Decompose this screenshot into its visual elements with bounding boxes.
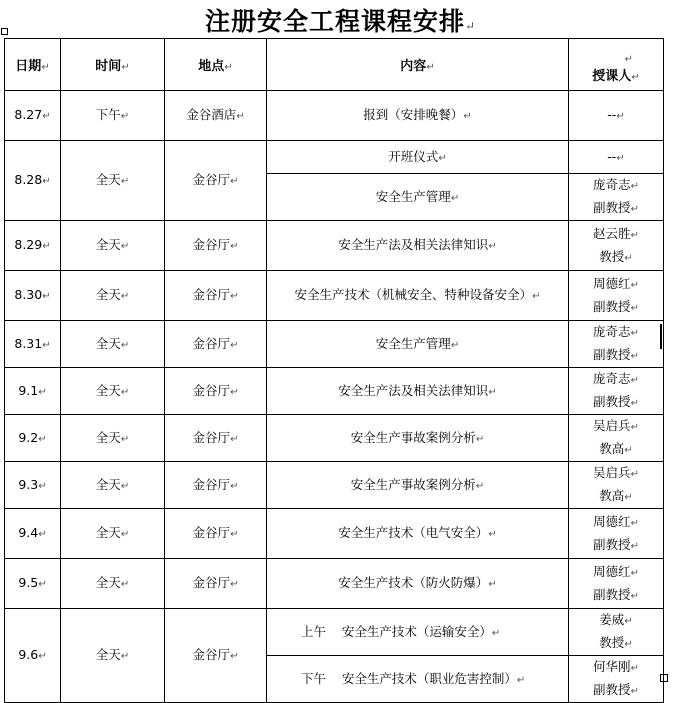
header-instructor: ↵ 授课人↵ bbox=[569, 39, 664, 91]
place-cell: 金谷厅↵ bbox=[165, 221, 267, 271]
place-cell: 金谷厅↵ bbox=[165, 271, 267, 321]
time-cell: 全天↵ bbox=[61, 609, 165, 703]
date-cell: 8.28↵ bbox=[5, 141, 61, 221]
instructor-line: 教高↵ bbox=[599, 488, 633, 503]
instructor-line: 教授↵ bbox=[599, 635, 633, 650]
header-content: 内容↵ bbox=[267, 39, 569, 91]
instructor-line: 副教授↵ bbox=[593, 347, 639, 362]
instructor-cell bbox=[569, 415, 664, 462]
instructor-line: 副教授↵ bbox=[593, 682, 639, 697]
header-row bbox=[5, 39, 664, 91]
content-cell: 安全生产管理↵ bbox=[267, 174, 569, 221]
table-row bbox=[5, 271, 664, 321]
header-date: 日期↵ bbox=[5, 39, 61, 91]
schedule-table bbox=[4, 38, 664, 703]
place-cell: 金谷厅↵ bbox=[165, 368, 267, 415]
place-cell: 金谷酒店↵ bbox=[165, 91, 267, 141]
date-cell: 9.1↵ bbox=[5, 368, 61, 415]
time-cell: 全天↵ bbox=[61, 321, 165, 368]
place-cell: 金谷厅↵ bbox=[165, 415, 267, 462]
table-row bbox=[5, 141, 664, 174]
instructor-cell bbox=[569, 559, 664, 609]
time-cell: 全天↵ bbox=[61, 141, 165, 221]
instructor-cell bbox=[569, 221, 664, 271]
header-place: 地点↵ bbox=[165, 39, 267, 91]
table-move-handle[interactable] bbox=[1, 28, 8, 35]
instructor-line: --↵ bbox=[607, 148, 625, 164]
date-cell: 8.31↵ bbox=[5, 321, 61, 368]
time-cell: 全天↵ bbox=[61, 509, 165, 559]
date-cell: 9.6↵ bbox=[5, 609, 61, 703]
table-row bbox=[5, 321, 664, 368]
date-cell: 9.2↵ bbox=[5, 415, 61, 462]
instructor-cell bbox=[569, 141, 664, 174]
instructor-line: 教高↵ bbox=[599, 441, 633, 456]
table-resize-handle[interactable] bbox=[660, 674, 668, 682]
table-row bbox=[5, 509, 664, 559]
table-row bbox=[5, 368, 664, 415]
content-cell: 安全生产事故案例分析↵ bbox=[267, 462, 569, 509]
instructor-line: --↵ bbox=[607, 107, 625, 122]
instructor-cell bbox=[569, 321, 664, 368]
instructor-line: 副教授↵ bbox=[593, 394, 639, 409]
table-row bbox=[5, 462, 664, 509]
instructor-cell bbox=[569, 656, 664, 703]
place-cell: 金谷厅↵ bbox=[165, 609, 267, 703]
time-cell: 全天↵ bbox=[61, 368, 165, 415]
content-cell: 安全生产技术（电气安全）↵ bbox=[267, 509, 569, 559]
place-cell: 金谷厅↵ bbox=[165, 462, 267, 509]
instructor-line: 副教授↵ bbox=[593, 586, 639, 602]
place-cell: 金谷厅↵ bbox=[165, 559, 267, 609]
time-cell: 下午↵ bbox=[61, 91, 165, 141]
table-row bbox=[5, 609, 664, 656]
date-cell: 9.3↵ bbox=[5, 462, 61, 509]
instructor-line: 周德红↵ bbox=[593, 563, 639, 579]
table-row bbox=[5, 221, 664, 271]
instructor-line: 副教授↵ bbox=[593, 536, 639, 552]
time-cell: 全天↵ bbox=[61, 221, 165, 271]
instructor-cell bbox=[569, 368, 664, 415]
header-time: 时间↵ bbox=[61, 39, 165, 91]
date-cell: 9.4↵ bbox=[5, 509, 61, 559]
date-cell: 8.30↵ bbox=[5, 271, 61, 321]
instructor-cell bbox=[569, 609, 664, 656]
instructor-line: 周德红↵ bbox=[593, 513, 639, 529]
instructor-line: 赵云胜↵ bbox=[593, 225, 639, 241]
content-cell: 安全生产法及相关法律知识↵ bbox=[267, 221, 569, 271]
content-cell: 上午 安全生产技术（运输安全）↵ bbox=[267, 609, 569, 656]
table-row bbox=[5, 559, 664, 609]
content-cell: 安全生产管理↵ bbox=[267, 321, 569, 368]
date-cell: 9.5↵ bbox=[5, 559, 61, 609]
time-cell: 全天↵ bbox=[61, 271, 165, 321]
table-row bbox=[5, 91, 664, 141]
instructor-line: 吴启兵↵ bbox=[593, 418, 639, 433]
instructor-line: 何华刚↵ bbox=[593, 659, 639, 674]
instructor-cell bbox=[569, 462, 664, 509]
content-cell: 安全生产事故案例分析↵ bbox=[267, 415, 569, 462]
instructor-line: 吴启兵↵ bbox=[593, 465, 639, 480]
instructor-line: 教授↵ bbox=[599, 248, 633, 264]
time-cell: 全天↵ bbox=[61, 559, 165, 609]
time-cell: 全天↵ bbox=[61, 462, 165, 509]
content-cell: 安全生产技术（机械安全、特种设备安全）↵ bbox=[267, 271, 569, 321]
place-cell: 金谷厅↵ bbox=[165, 509, 267, 559]
instructor-line: 庞奇志↵ bbox=[593, 371, 639, 386]
instructor-cell bbox=[569, 509, 664, 559]
date-cell: 8.29↵ bbox=[5, 221, 61, 271]
instructor-line: 副教授↵ bbox=[593, 200, 639, 215]
date-cell: 8.27↵ bbox=[5, 91, 61, 141]
content-cell: 安全生产技术（防火防爆）↵ bbox=[267, 559, 569, 609]
instructor-line: 副教授↵ bbox=[593, 298, 639, 314]
content-cell: 报到（安排晚餐）↵ bbox=[267, 91, 569, 141]
table-row bbox=[5, 415, 664, 462]
place-cell: 金谷厅↵ bbox=[165, 141, 267, 221]
time-cell: 全天↵ bbox=[61, 415, 165, 462]
place-cell: 金谷厅↵ bbox=[165, 321, 267, 368]
instructor-cell bbox=[569, 271, 664, 321]
instructor-line: 周德红↵ bbox=[593, 275, 639, 291]
instructor-line: 姜威↵ bbox=[599, 612, 633, 627]
content-cell: 安全生产法及相关法律知识↵ bbox=[267, 368, 569, 415]
page-title: 注册安全工程课程安排↵ bbox=[204, 7, 477, 36]
instructor-cell bbox=[569, 174, 664, 221]
instructor-line: 庞奇志↵ bbox=[593, 177, 639, 192]
content-cell: 开班仪式↵ bbox=[267, 141, 569, 174]
instructor-line: 庞奇志↵ bbox=[593, 324, 639, 339]
instructor-cell bbox=[569, 91, 664, 141]
content-cell: 下午 安全生产技术（职业危害控制）↵ bbox=[267, 656, 569, 703]
